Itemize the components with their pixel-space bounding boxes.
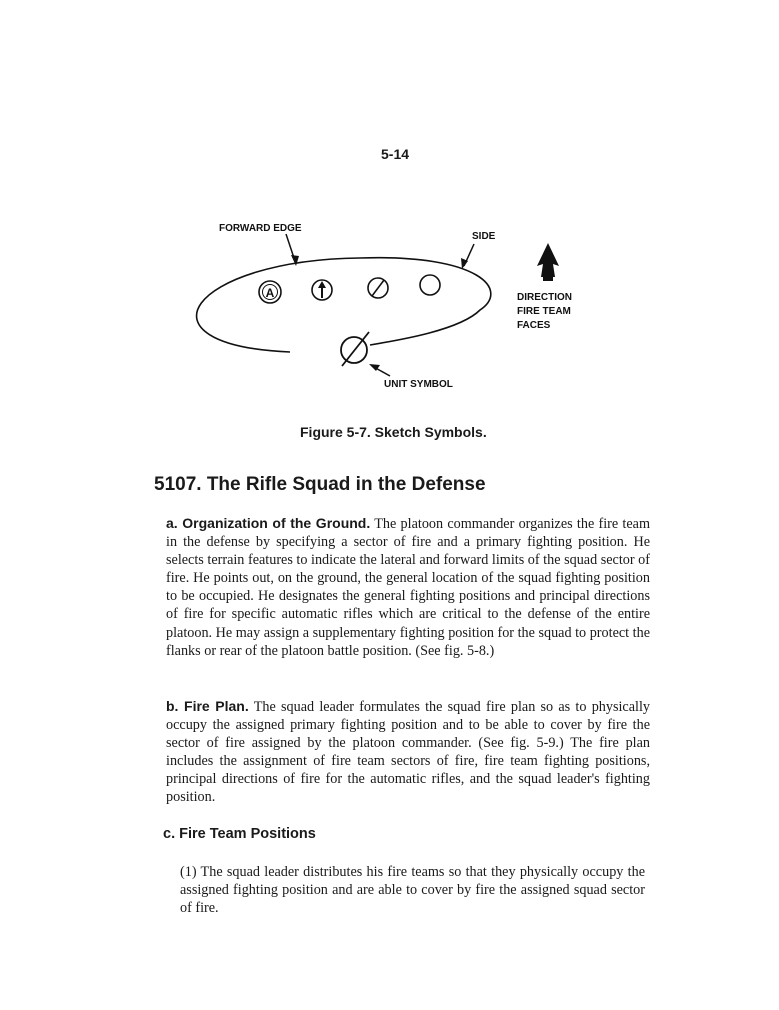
unit-symbol [341, 332, 369, 366]
unit-symbol-label: UNIT SYMBOL [384, 379, 453, 390]
forward-edge-label: FORWARD EDGE [219, 223, 302, 234]
rifleman-symbol [368, 278, 388, 298]
direction-label-1: DIRECTION [517, 292, 572, 303]
sector-outline [197, 258, 491, 352]
paragraph-a-lead: a. Organization of the Ground. [166, 515, 371, 531]
symbol-a-text: A [265, 286, 275, 300]
automatic-rifleman-symbol [259, 281, 281, 303]
paragraph-a-text: The platoon commander organizes the fire team in the defense by specifying a sector of fire and a primary fighting position. He selects terrain features to indicate the lateral and forward limits of the squad sector of fire. He points out, on the ground, the general location of the squad fighting position to be occupied. He designates the general fighting positions and principal directions of fire for specific automatic rifles which are critical to the defense of the entire platoon. He may assign a supplementary fighting position for the squad to protect the flanks or rear of the platoon battle position. (See fig. 5-8.) [166, 516, 651, 659]
side-label: SIDE [472, 231, 496, 242]
section-heading: 5107. The Rifle Squad in the Defense [154, 474, 486, 495]
direction-label-2: FIRE TEAM [517, 306, 571, 317]
paragraph-b-lead: b. Fire Plan. [166, 698, 249, 714]
figure-caption: Figure 5-7. Sketch Symbols. [300, 424, 487, 440]
fire-team-leader-symbol [312, 280, 332, 300]
paragraph-b [166, 697, 650, 807]
paragraph-a [166, 514, 650, 660]
direction-label-3: FACES [517, 320, 551, 331]
subheading-c: c. Fire Team Positions [163, 826, 316, 842]
paragraph-b-text: The squad leader formulates the squad fire plan so as to physically occupy the assigned primary fighting position and to be able to cover by fire the sector of fire assigned by the platoon commander. (See fig. 5-9.) The fire plan includes the assignment of fire team sectors of fire, fire team fighting positions, principal directions of fire for the automatic rifles, and the squad leader's fighting position. [166, 699, 651, 806]
paragraph-c1: (1) The squad leader distributes his fire teams so that they physically occupy the assigned fighting position and are able to cover by fire the assigned squad sector of fire. [180, 864, 645, 917]
sketch-symbols-figure [0, 0, 779, 420]
grenadier-symbol [420, 275, 440, 295]
direction-arrow-icon [537, 243, 559, 281]
page-number: 5-14 [381, 146, 410, 162]
